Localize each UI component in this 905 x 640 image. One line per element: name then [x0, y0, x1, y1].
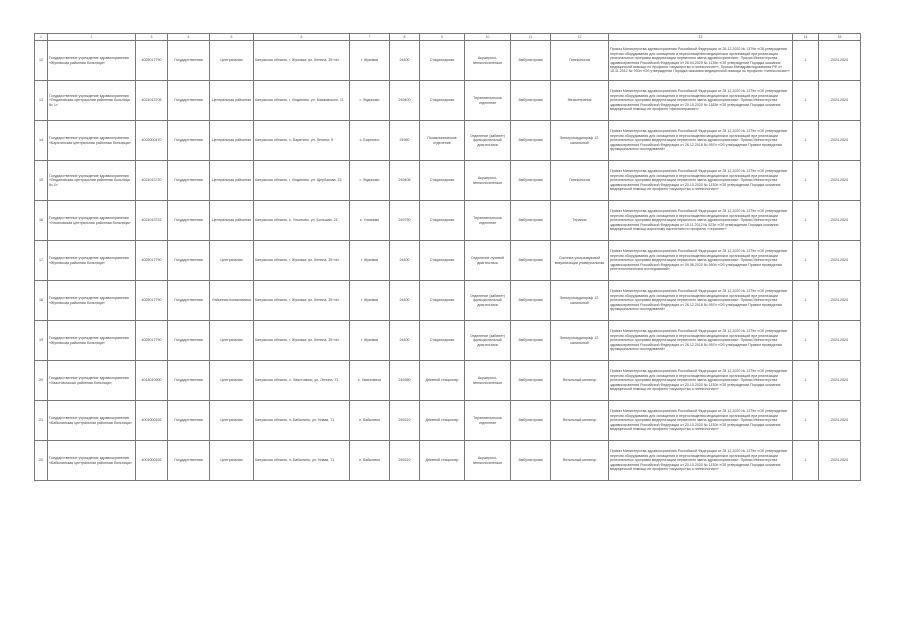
locality-cell: с. Ульяново: [350, 201, 390, 241]
quantity-cell: 1: [793, 281, 819, 321]
locality-cell: г. Жуковка: [350, 321, 390, 361]
address-cell: Калужская область, с. Барятино, ул. Ленина, 9: [254, 121, 350, 161]
quantity-cell: 1: [793, 161, 819, 201]
table-row: [35, 241, 861, 281]
ownership-form-cell: Государственная: [168, 81, 210, 121]
address-cell: Калужская область, г. Жуковка, ул. Ленина, 39 «а»: [254, 41, 350, 81]
org-type-cell: Центральная: [210, 321, 254, 361]
legal-basis-cell: Приказ Министерства здравоохранения Российской Федерации от 28.12.2020 № 1379н «Об утверждении перечня оборудования для оснащения и переоснащения медицинских организаций при реализации региональных программ модернизации первичного звена здравоохранения». Приказ Министерства здравоохранения Российской Федерации от 15.11.2012 № 923н «Об утверждении Порядка оказания медицинской помощи взрослому населению по профилю «терапия»»: [609, 201, 793, 241]
table-row: [35, 281, 861, 321]
organization-name-cell: Государственное учреждение здравоохранения «Жуковская районная больница»: [48, 281, 136, 321]
org-type-cell: Центральная: [210, 361, 254, 401]
table-row: [35, 201, 861, 241]
subdivision-cell: Терапевтическое отделение: [465, 81, 511, 121]
quantity-cell: 1: [793, 201, 819, 241]
year-cell: 2024.2024: [819, 201, 861, 241]
quantity-cell: 1: [793, 441, 819, 481]
inn-cell: 4024013706: [136, 81, 168, 121]
ownership-form-cell: Государственная: [168, 281, 210, 321]
year-cell: 2024.2024: [819, 361, 861, 401]
org-type-cell: Центральная районная: [210, 201, 254, 241]
care-mode-cell: Стационарная: [420, 201, 465, 241]
year-cell: 2024.2024: [819, 161, 861, 201]
ownership-form-cell: Государственная: [168, 361, 210, 401]
row-number-cell: 19: [35, 321, 48, 361]
equipment-profile-cell: Физиотерапия: [551, 81, 609, 121]
subdivision-cell: Акушерско-гинекологическое: [465, 161, 511, 201]
quantity-cell: 1: [793, 81, 819, 121]
postal-code-cell: 24960: [390, 121, 420, 161]
locality-cell: с. Хвастовичи: [350, 361, 390, 401]
organization-name-cell: Государственное учреждение здравоохранения «Бабынинская центральная районная больница»: [48, 401, 136, 441]
ownership-form-cell: Государственная: [168, 41, 210, 81]
care-mode-cell: Дневной стационар: [420, 441, 465, 481]
subdivision-cell: Отделение лучевой диагностики: [465, 241, 511, 281]
org-type-cell: Центральная: [210, 441, 254, 481]
year-cell: 2024.2024: [819, 321, 861, 361]
address-cell: Калужская область, г. Жуковка, ул. Ленина, 39 «а»: [254, 281, 350, 321]
inn-cell: 4029017790: [136, 281, 168, 321]
year-cell: 2024.2024: [819, 121, 861, 161]
legal-basis-cell: Приказ Министерства здравоохранения Российской Федерации от 28.12.2020 № 1379н «Об утверждении перечня оборудования для оснащения и переоснащения медицинских организаций при реализации региональных программ модернизации первичного звена здравоохранения». Приказ Министерства здравоохранения Российской Федерации от 20.10.2020 № 1130н «Об утверждении Порядка оказания медицинской помощи по профилю «акушерство и гинекология»»: [609, 361, 793, 401]
inn-cell: 4029017790: [136, 321, 168, 361]
care-category-cell: Амбулаторная: [511, 201, 551, 241]
organization-name-cell: Государственное учреждение здравоохранения «Жуковская районная больница»: [48, 41, 136, 81]
table-body: [35, 34, 861, 481]
col-num: 10: [465, 34, 511, 41]
organization-name-cell: Государственное учреждение здравоохранения «Людиновская центральная районная больница № 1»: [48, 81, 136, 121]
postal-code-cell: 24400: [390, 321, 420, 361]
col-num: 4: [168, 34, 210, 41]
care-mode-cell: Дневной стационар: [420, 361, 465, 401]
care-category-cell: Амбулаторная: [511, 321, 551, 361]
row-number-cell: 14: [35, 121, 48, 161]
address-cell: Калужская область, г. Людиново, ул. Маяковского, 11: [254, 81, 350, 121]
table-row: [35, 41, 861, 81]
ownership-form-cell: Государственная: [168, 161, 210, 201]
organization-name-cell: Государственное учреждение здравоохранения «Жуковская районная больница»: [48, 241, 136, 281]
care-category-cell: Амбулаторная: [511, 81, 551, 121]
legal-basis-cell: Приказ Министерства здравоохранения Российской Федерации от 28.12.2020 № 1379н «Об утверждении перечня оборудования для оснащения и переоснащения медицинских организаций при реализации региональных программ модернизации первичного звена здравоохранения». Приказ Министерства здравоохранения Российской Федерации от 20.10.2020 № 1130н «Об утверждении Порядка оказания медицинской помощи по профилю «акушерство и гинекология»»: [609, 161, 793, 201]
postal-code-cell: 24400: [390, 281, 420, 321]
postal-code-cell: 249210: [390, 401, 420, 441]
locality-cell: г. Жуковка: [350, 41, 390, 81]
row-number-cell: 21: [35, 401, 48, 441]
ownership-form-cell: Государственная: [168, 121, 210, 161]
org-type-cell: Районная поликлиника: [210, 281, 254, 321]
col-num: 7: [350, 34, 390, 41]
care-mode-cell: Дневной стационар: [420, 401, 465, 441]
org-type-cell: Центральная: [210, 41, 254, 81]
care-category-cell: Амбулаторная: [511, 281, 551, 321]
equipment-profile-cell: Электрокардиограф 12-канальный: [551, 121, 609, 161]
col-num: 11: [511, 34, 551, 41]
column-number-row: [35, 34, 861, 41]
ownership-form-cell: Государственная: [168, 321, 210, 361]
col-num: 2: [48, 34, 136, 41]
org-type-cell: Центральная районная: [210, 161, 254, 201]
address-cell: Калужская область, г. Жуковка, ул. Ленина, 39 «а»: [254, 241, 350, 281]
table-row: [35, 441, 861, 481]
subdivision-cell: Акушерско-гинекологическое: [465, 361, 511, 401]
row-number-cell: 20: [35, 361, 48, 401]
col-num: 13: [609, 34, 793, 41]
care-category-cell: Амбулаторная: [511, 401, 551, 441]
col-num: 5: [210, 34, 254, 41]
org-type-cell: Центральная районная: [210, 81, 254, 121]
subdivision-cell: Терапевтическое отделение: [465, 201, 511, 241]
inn-cell: 4018010900: [136, 361, 168, 401]
subdivision-cell: Терапевтическое отделение: [465, 401, 511, 441]
care-mode-cell: Стационарная: [420, 161, 465, 201]
inn-cell: 4029017790: [136, 241, 168, 281]
care-category-cell: Амбулаторная: [511, 361, 551, 401]
locality-cell: п. Бабынино: [350, 441, 390, 481]
care-mode-cell: Стационарная: [420, 81, 465, 121]
col-num: 1: [35, 34, 48, 41]
inn-cell: 4002000470: [136, 121, 168, 161]
legal-basis-cell: Приказ Министерства здравоохранения Российской Федерации от 28.12.2020 № 1379н «Об утверждении перечня оборудования для оснащения и переоснащения медицинских организаций при реализации региональных программ модернизации первичного звена здравоохранения». Приказ Министерства здравоохранения Российской Федерации от 20.10.2020 № 1130н «Об утверждении Порядка оказания медицинской помощи по профилю «акушерство и гинекология»»: [609, 441, 793, 481]
table-row: [35, 161, 861, 201]
address-cell: Калужская область, г. Людиново, ул. Щербакова, 23: [254, 161, 350, 201]
equipment-profile-cell: Система ультразвуковой визуализации универсальная: [551, 241, 609, 281]
care-category-cell: Амбулаторная: [511, 41, 551, 81]
year-cell: 2024.2024: [819, 281, 861, 321]
organization-name-cell: Государственное учреждение здравоохранения «Ульяновская центральная районная больница»: [48, 201, 136, 241]
equipment-table: [34, 33, 861, 481]
postal-code-cell: 24400: [390, 41, 420, 81]
col-num: 14: [793, 34, 819, 41]
care-mode-cell: Стационарная: [420, 41, 465, 81]
ownership-form-cell: Государственная: [168, 201, 210, 241]
locality-cell: г. Людиново: [350, 81, 390, 121]
col-num: 3: [136, 34, 168, 41]
equipment-profile-cell: Терапия: [551, 201, 609, 241]
organization-name-cell: Государственное учреждение здравоохранения «Жуковская районная больница»: [48, 321, 136, 361]
equipment-profile-cell: Гинекология: [551, 41, 609, 81]
care-category-cell: Амбулаторная: [511, 441, 551, 481]
locality-cell: г. Жуковка: [350, 241, 390, 281]
care-mode-cell: Стационарная: [420, 241, 465, 281]
year-cell: 2024.2024: [819, 241, 861, 281]
col-num: 9: [420, 34, 465, 41]
ownership-form-cell: Государственная: [168, 241, 210, 281]
equipment-profile-cell: Электрокардиограф 12-канальный: [551, 281, 609, 321]
inn-cell: 4024013722: [136, 201, 168, 241]
organization-name-cell: Государственное учреждение здравоохранения «Бабынинская центральная районная больница»: [48, 441, 136, 481]
table-row: [35, 401, 861, 441]
postal-code-cell: 249400: [390, 81, 420, 121]
equipment-profile-cell: Фетальный монитор: [551, 441, 609, 481]
quantity-cell: 1: [793, 121, 819, 161]
inn-cell: 4001000192: [136, 401, 168, 441]
care-category-cell: Амбулаторная: [511, 121, 551, 161]
locality-cell: с. Барятино: [350, 121, 390, 161]
row-number-cell: 15: [35, 161, 48, 201]
quantity-cell: 1: [793, 41, 819, 81]
legal-basis-cell: Приказ Министерства здравоохранения Российской Федерации от 28.12.2020 № 1379н «Об утверждении перечня оборудования для оснащения и переоснащения медицинских организаций при реализации региональных программ модернизации первичного звена здравоохранения». Приказ Министерства здравоохранения Российской Федерации от 09.06.2020 № 560н «Об утверждении Правил проведения рентгенологических исследований»: [609, 241, 793, 281]
org-type-cell: Центральная районная: [210, 121, 254, 161]
legal-basis-cell: Приказ Министерства здравоохранения Российской Федерации от 28.12.2020 № 1379н «Об утверждении перечня оборудования для оснащения и переоснащения медицинских организаций при реализации региональных программ модернизации первичного звена здравоохранения». Приказ Министерства здравоохранения Российской Федерации от 20.10.2020 № 1130н «Об утверждении Порядка оказания медицинской помощи по профилю «акушерство и гинекология»»: [609, 401, 793, 441]
subdivision-cell: Отделение (кабинет) функциональной диагностики: [465, 121, 511, 161]
col-num: 12: [551, 34, 609, 41]
year-cell: 2024.2024: [819, 41, 861, 81]
quantity-cell: 1: [793, 361, 819, 401]
organization-name-cell: Государственное учреждение здравоохранения «Людиновская центральная районная больница № 2»: [48, 161, 136, 201]
legal-basis-cell: Приказ Министерства здравоохранения Российской Федерации от 28.12.2020 № 1379н «Об утверждении перечня оборудования для оснащения и переоснащения медицинских организаций при реализации региональных программ модернизации первичного звена здравоохранения». Приказ Министерства здравоохранения Российской Федерации от 20.10.2020 № 1183н «Об утверждении Порядка оказания медицинской помощи по профилю «физиотерапия»»: [609, 81, 793, 121]
locality-cell: г. Жуковка: [350, 281, 390, 321]
inn-cell: 4029017790: [136, 41, 168, 81]
year-cell: 2024.2024: [819, 81, 861, 121]
postal-code-cell: 249750: [390, 201, 420, 241]
postal-code-cell: 24400: [390, 241, 420, 281]
legal-basis-cell: Приказ Министерства здравоохранения Российской Федерации от 28.12.2020 № 1379н «Об утверждении перечня оборудования для оснащения и переоснащения медицинских организаций при реализации региональных программ модернизации первичного звена здравоохранения». Приказ Министерства здравоохранения Российской Федерации от 26.12.2016 № 997н «Об утверждении Правил проведения функциональных исследований»: [609, 121, 793, 161]
col-num: 15: [819, 34, 861, 41]
locality-cell: г. Людиново: [350, 161, 390, 201]
col-num: 8: [390, 34, 420, 41]
subdivision-cell: Отделение (кабинет) функциональной диагностики: [465, 281, 511, 321]
legal-basis-cell: Приказ Министерства здравоохранения Российской Федерации от 28.12.2020 № 1379н «Об утверждении перечня оборудования для оснащения и переоснащения медицинских организаций при реализации региональных программ модернизации первичного звена здравоохранения». Приказ Министерства здравоохранения Российской Федерации от 26.12.2016 № 997н «Об утверждении Правил проведения функциональных исследований»: [609, 321, 793, 361]
care-mode-cell: Стационарная: [420, 321, 465, 361]
postal-code-cell: 249406: [390, 161, 420, 201]
address-cell: Калужская область, с. Ульяново, ул. Большая, 21: [254, 201, 350, 241]
row-number-cell: 17: [35, 241, 48, 281]
organization-name-cell: Государственное учреждение здравоохранения «Барятинская центральная районная больница»: [48, 121, 136, 161]
year-cell: 2024.2024: [819, 441, 861, 481]
table-row: [35, 361, 861, 401]
equipment-profile-cell: Электрокардиограф 12-канальный: [551, 321, 609, 361]
inn-cell: 4024013720: [136, 161, 168, 201]
row-number-cell: 12: [35, 41, 48, 81]
org-type-cell: Центральная: [210, 241, 254, 281]
subdivision-cell: Акушерско-гинекологическое: [465, 441, 511, 481]
postal-code-cell: 249210: [390, 441, 420, 481]
locality-cell: п. Бабынино: [350, 401, 390, 441]
col-num: 6: [254, 34, 350, 41]
table-row: [35, 81, 861, 121]
table-row: [35, 321, 861, 361]
care-category-cell: Амбулаторная: [511, 241, 551, 281]
care-category-cell: Амбулаторная: [511, 161, 551, 201]
address-cell: Калужская область, п. Бабынино, ул. Новая, 71: [254, 441, 350, 481]
row-number-cell: 16: [35, 201, 48, 241]
legal-basis-cell: Приказ Министерства здравоохранения Российской Федерации от 28.12.2020 № 1379н «Об утверждении перечня оборудования для оснащения и переоснащения медицинских организаций при реализации региональных программ модернизации первичного звена здравоохранения». Приказ Министерства здравоохранения Российской Федерации от 26.12.2016 № 997н «Об утверждении Правил проведения функциональных исследований»: [609, 281, 793, 321]
legal-basis-cell: Приказ Министерства здравоохранения Российской Федерации от 28.12.2020 № 1379н «Об утверждении перечня оборудования для оснащения и переоснащения медицинских организаций при реализации региональных программ модернизации первичного звена здравоохранения». Приказ Министерства здравоохранения Российской Федерации от 28.04.2020 № 1139н «Об утверждении Порядка оказания медицинской помощи по профилю «акушерство и гинекология»», Приказ Минздравсоцразвития РФ от 15.11.2012 № 930н «Об утверждении Порядка оказания медицинской помощи по профилю «гинекология»»: [609, 41, 793, 81]
care-mode-cell: Стационарная: [420, 281, 465, 321]
document-sheet: [34, 33, 860, 481]
ownership-form-cell: Государственная: [168, 401, 210, 441]
subdivision-cell: Отделение (кабинет) функциональной диагностики: [465, 321, 511, 361]
quantity-cell: 1: [793, 401, 819, 441]
organization-name-cell: Государственное учреждение здравоохранения «Хвастовичская районная больница»: [48, 361, 136, 401]
address-cell: Калужская область, г. Жуковка, ул. Ленина, 39 «а»: [254, 321, 350, 361]
address-cell: Калужская область, с. Хвастовичи, ул. Ленина, 71: [254, 361, 350, 401]
inn-cell: 4001000192: [136, 441, 168, 481]
row-number-cell: 18: [35, 281, 48, 321]
equipment-profile-cell: Фетальный монитор: [551, 401, 609, 441]
quantity-cell: 1: [793, 321, 819, 361]
row-number-cell: 13: [35, 81, 48, 121]
org-type-cell: Центральная: [210, 401, 254, 441]
postal-code-cell: 249360: [390, 361, 420, 401]
equipment-profile-cell: Гинекология: [551, 161, 609, 201]
care-mode-cell: Поликлиническое отделение: [420, 121, 465, 161]
equipment-profile-cell: Фетальный монитор: [551, 361, 609, 401]
subdivision-cell: Акушерско-гинекологическое: [465, 41, 511, 81]
row-number-cell: 22: [35, 441, 48, 481]
table-row: [35, 121, 861, 161]
ownership-form-cell: Государственная: [168, 441, 210, 481]
address-cell: Калужская область, п. Бабынино, ул. Новая, 71: [254, 401, 350, 441]
quantity-cell: 1: [793, 241, 819, 281]
year-cell: 2024.2024: [819, 401, 861, 441]
